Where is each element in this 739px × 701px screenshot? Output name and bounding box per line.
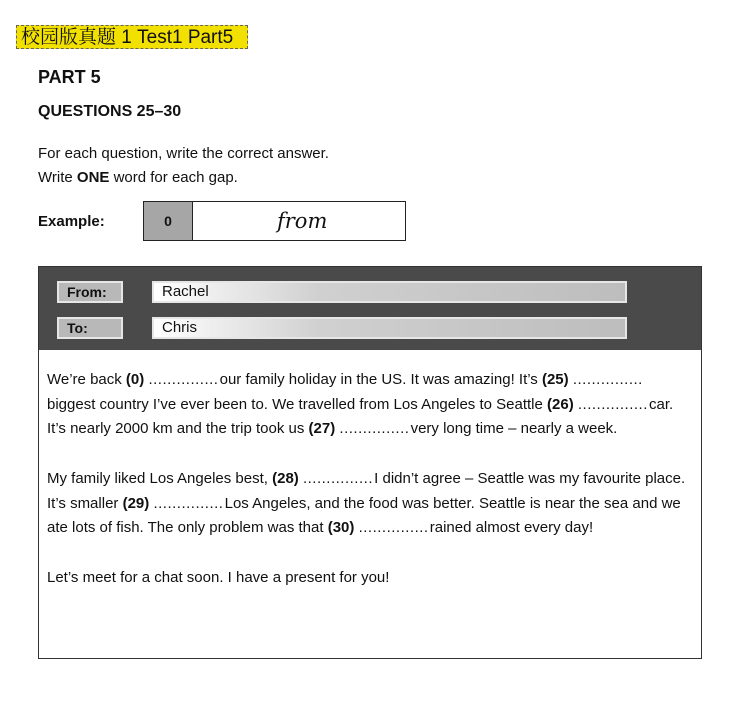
gap-27[interactable] — [339, 417, 406, 442]
to-field: Chris — [152, 317, 627, 339]
to-label: To: — [57, 317, 123, 339]
example-number: 0 — [144, 202, 193, 240]
email-header — [39, 267, 701, 350]
emphasis-one: ONE — [76, 169, 110, 186]
example-label: Example: — [38, 213, 105, 230]
gap-25-number: (25) — [541, 371, 569, 388]
instruction-line-1: For each question, write the correct answer. — [38, 145, 329, 162]
gap-27-number: (27) — [308, 420, 336, 438]
email-panel — [38, 266, 702, 659]
gap-30[interactable] — [359, 516, 426, 541]
gap-25[interactable] — [573, 368, 640, 393]
example-answer-box — [143, 201, 406, 241]
questions-heading: QUESTIONS 25–30 — [38, 103, 182, 120]
gap-0[interactable] — [148, 368, 215, 393]
part-heading: PART 5 — [38, 67, 101, 87]
gap-26[interactable] — [578, 393, 645, 418]
gap-29-number: (29) — [122, 494, 150, 512]
example-answer: from — [277, 209, 328, 233]
instructions — [38, 142, 329, 190]
source-tag: 校园版真题 1 Test1 Part5 — [16, 25, 248, 49]
from-field: Rachel — [152, 281, 627, 303]
from-row — [57, 281, 629, 303]
gap-28-number: (28) — [272, 469, 299, 487]
email-paragraph-3: Let’s meet for a chat soon. I have a present for you! — [47, 568, 390, 586]
email-paragraph-2: My family liked Los Angeles best, (28) ..... I didn’t agree – Seattle was my favourite place. It’s smaller (29) ..... Los Angeles, and the food was better. Seattle is near the sea and we ate lots of fish. The only problem was that (30) ..... rained almost every day! — [47, 467, 687, 541]
instruction-line-2: Write ONE word for each gap. — [38, 169, 238, 186]
email-body — [47, 368, 687, 590]
gap-0-number: (0) — [125, 371, 145, 388]
email-paragraph-1: We’re back (0) ..... our family holiday in the US. It was amazing! It’s (25) ..... biggest country I’ve ever been to. We travelled from Los Angeles to Seattle (26) ..... car. It’s nearly 2000 km and the trip took us (27) ..... very long time – nearly a week. — [47, 368, 687, 442]
gap-29[interactable] — [153, 492, 220, 517]
gap-28[interactable] — [303, 467, 370, 492]
gap-30-number: (30) — [327, 519, 355, 537]
from-label: From: — [57, 281, 123, 303]
gap-26-number: (26) — [547, 395, 574, 413]
to-row — [57, 317, 629, 339]
